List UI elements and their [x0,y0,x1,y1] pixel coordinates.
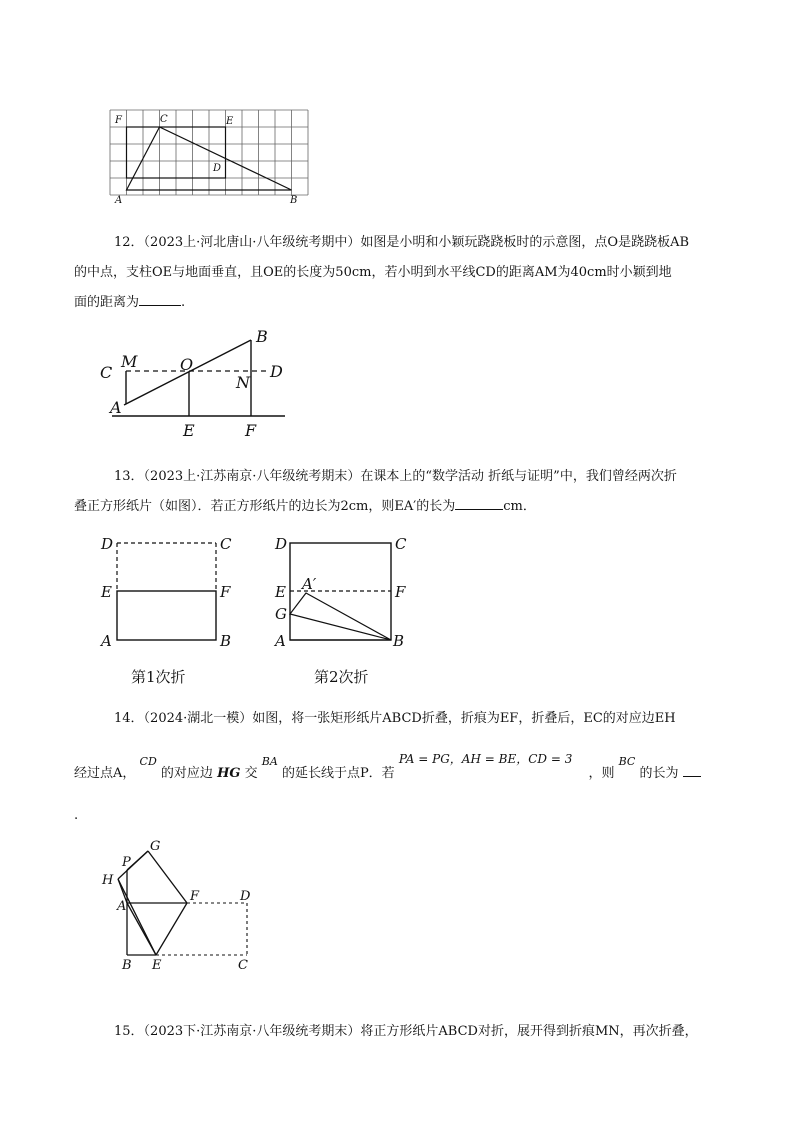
caption-second-fold: 第2次折 [314,668,369,686]
label-B: B [290,195,298,206]
label-D: D [275,535,288,553]
question-number: 13． [114,469,144,484]
label-F: F [190,889,200,904]
question-number: 15． [114,1024,144,1039]
label-A: A [117,899,127,914]
label-C: C [220,535,232,553]
label-F: F [220,583,231,601]
question-number: 14． [114,711,144,726]
question-text-line1: 将正方形纸片ABCD对折，展开得到折痕MN，再次折叠， [360,1024,698,1039]
label-C: C [238,958,248,973]
question-text-line1: 如图是小明和小颖玩跷跷板时的示意图，点O是跷跷板AB [360,235,690,250]
label-G: G [150,839,161,854]
question-text-line3: 面的距离为 [74,295,140,310]
label-M: M [121,352,138,371]
label-C: C [395,535,407,553]
label-O: O [180,355,194,374]
label-E: E [101,583,112,601]
text-segment: ，则 [588,766,615,781]
question-text-line2: 的中点，支柱OE与地面垂直，且OE的长度为50cm，若小明到水平线CD的距离AM为40cm时小颖到地 [74,265,672,280]
math-HG: HG [217,766,241,781]
label-A: A [115,195,123,206]
question-source: （2024·湖北一模） [143,711,253,726]
question-text-line1: 如图，将一张矩形纸片ABCD折叠，折痕为EF，折叠后，EC的对应边EH [252,711,676,726]
label-D: D [213,163,222,174]
text-segment: 交 [244,766,258,781]
question-number: 12． [114,235,144,250]
label-F: F [245,421,257,440]
question-source: （2023上·河北唐山·八年级统考期中） [143,235,361,250]
label-A: A [101,632,112,650]
label-B: B [220,632,232,650]
question-source: （2023上·江苏南京·八年级统考期末） [143,469,361,484]
question-15-line1 [114,1020,698,1039]
question-text-line2-end: cm． [503,499,536,514]
segment-GF [148,851,187,903]
segment-HE [118,879,156,955]
label-E: E [152,958,162,973]
text-segment: 的对应边 [160,766,213,781]
question-source: （2023下·江苏南京·八年级统考期末） [143,1024,361,1039]
question-text-line1: 在课本上的“数学活动 折纸与证明”中，我们曾经两次折 [360,469,677,484]
label-D: D [240,889,251,904]
question-text-line2: 叠正方形纸片（如图）．若正方形纸片的边长为2cm，则EA′的长为 [74,499,456,514]
question-14-line3: . [74,808,79,823]
label-E: E [226,116,234,127]
label-G: G [275,605,287,623]
label-A-prime: A′ [302,575,317,593]
text-segment: 的延长线于点P．若 [281,766,395,781]
text-segment: 经过点A， [74,766,136,781]
caption-first-fold: 第1次折 [131,668,186,686]
label-C: C [160,114,168,125]
label-E: E [183,421,195,440]
label-C: C [100,363,113,382]
text-segment: 的长为 [639,766,679,781]
label-P: P [122,855,131,870]
label-H: H [102,873,114,888]
label-D: D [270,362,283,381]
label-B: B [122,958,132,973]
math-BA: BA [261,755,278,768]
label-F: F [115,115,122,126]
label-E: E [275,583,286,601]
math-condition: PA = PG，AH = BE，CD = 3 [398,752,573,766]
label-B: B [393,632,405,650]
label-D: D [101,535,114,553]
label-B: B [256,327,268,346]
math-BC: BC [618,755,636,768]
question-text-line3-end: . [181,295,186,310]
label-F: F [395,583,406,601]
label-A: A [275,632,286,650]
label-A: A [110,398,122,417]
segment-EF [156,903,187,955]
math-CD: CD [139,755,157,768]
label-N: N [236,373,250,392]
